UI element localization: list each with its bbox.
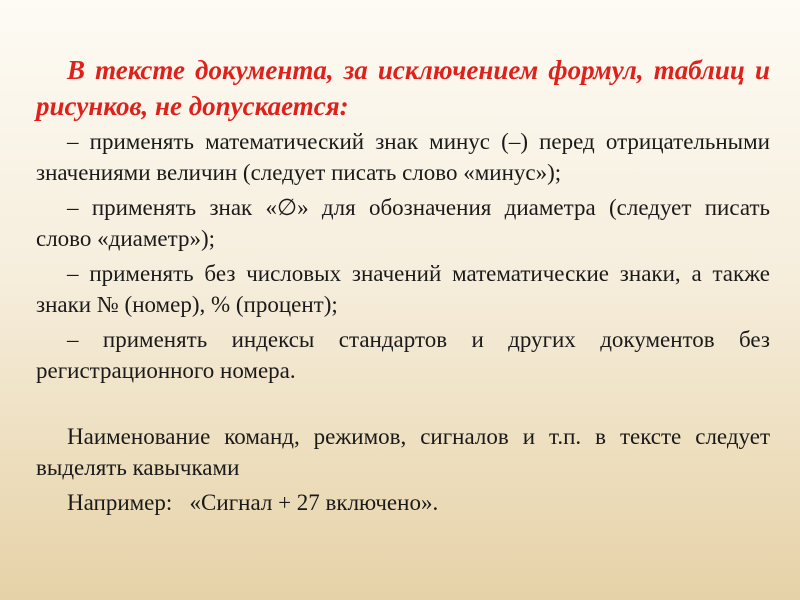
note-quotes: Наименование команд, режимов, сигналов и т.п. в тексте следует выделять кавычками: [36, 424, 770, 480]
rule-minus-sign: – применять математический знак минус (–) перед отрицательными значениями величин (следует писать слово «минус»);: [36, 129, 770, 185]
slide-heading: В тексте документа, за исключением формул, таблиц и рисунков, не допускается:: [36, 55, 770, 121]
example-line: [36, 487, 770, 518]
rule-math-signs: – применять без числовых значений математические знаки, а также знаки № (номер), % (процент);: [36, 261, 770, 317]
example-text: «Сигнал + 27 включено».: [189, 490, 439, 515]
spacer: [36, 390, 770, 421]
rule-standard-indexes: – применять индексы стандартов и других документов без регистрационного номера.: [36, 327, 770, 383]
example-label: Например:: [67, 490, 173, 515]
rule-diameter-sign: – применять знак «∅» для обозначения диаметра (следует писать слово «диаметр»);: [36, 195, 770, 251]
